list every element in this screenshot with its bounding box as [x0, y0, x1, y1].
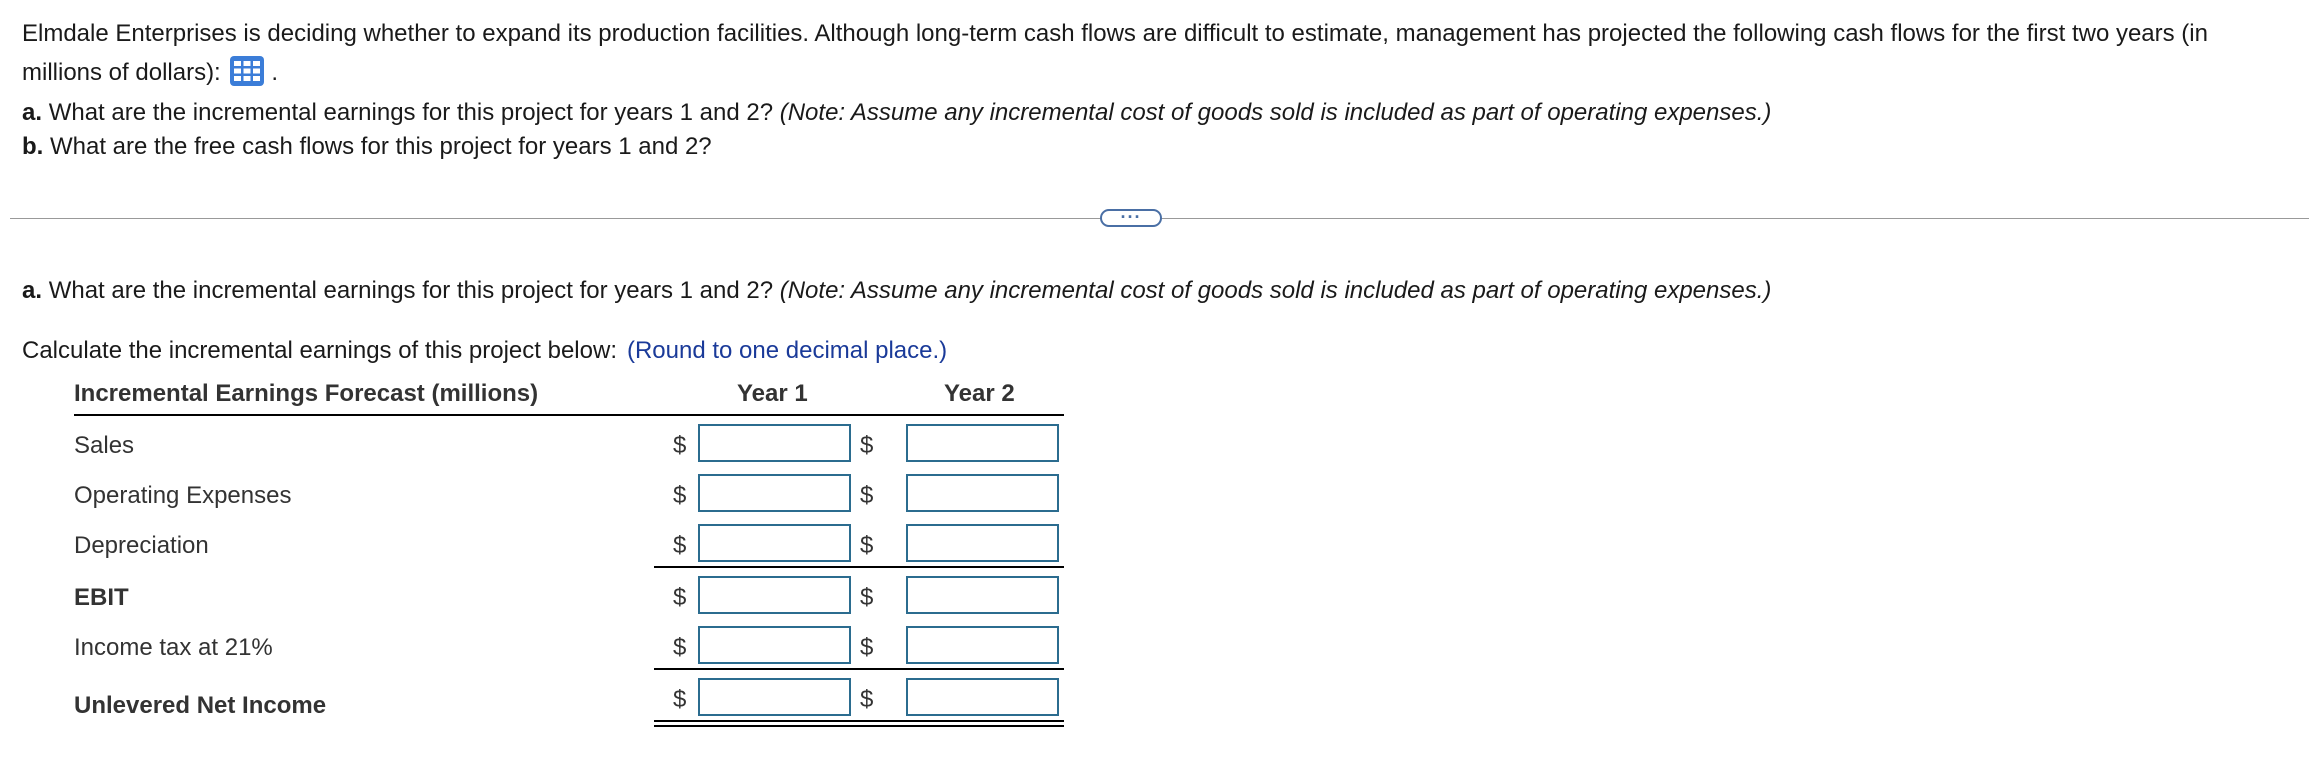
depreciation-year2-input[interactable] — [906, 524, 1059, 562]
row-sales — [74, 420, 1064, 470]
row-label: Unlevered Net Income — [74, 692, 327, 719]
question-a-text: What are the incremental earnings for this project for years 1 and 2? — [48, 99, 774, 126]
table-header-label: Incremental Earnings Forecast (millions) — [74, 380, 539, 407]
column-header-year2: Year 2 — [944, 380, 1015, 407]
row-label: Depreciation — [74, 532, 209, 559]
question-b — [22, 130, 1771, 164]
currency-symbol: $ — [673, 532, 687, 559]
question-b-prefix: b. — [22, 133, 44, 160]
table-grid-icon[interactable] — [229, 55, 265, 87]
income-tax-year2-input[interactable] — [906, 626, 1059, 664]
total-double-rule — [654, 720, 1064, 727]
problem-suffix: . — [271, 59, 279, 86]
row-income-tax — [74, 622, 1064, 672]
sales-year1-input[interactable] — [698, 424, 851, 462]
currency-symbol: $ — [860, 686, 874, 713]
currency-symbol: $ — [860, 584, 874, 611]
ebit-year1-input[interactable] — [698, 576, 851, 614]
unlevered-net-income-year1-input[interactable] — [698, 678, 851, 716]
part-a-line — [22, 274, 1771, 308]
row-label: Operating Expenses — [74, 482, 292, 509]
currency-symbol: $ — [860, 432, 874, 459]
question-a — [22, 96, 1771, 130]
question-list — [22, 96, 1771, 164]
instruction-text: Calculate the incremental earnings of this project below: — [22, 337, 617, 364]
instruction-line — [22, 334, 947, 368]
row-depreciation — [74, 520, 1064, 570]
problem-text: Elmdale Enterprises is deciding whether to expand its production facilities. Although long-term cash flows are difficult to estimate, management has projected the following cash flows for the first two years (in millions of dollars): — [22, 20, 2208, 86]
question-a-note: (Note: Assume any incremental cost of goods sold is included as part of operating expenses.) — [779, 99, 1772, 126]
expand-ellipsis-button[interactable]: ··· — [1100, 209, 1162, 227]
part-a-heading — [22, 274, 1771, 308]
question-b-text: What are the free cash flows for this project for years 1 and 2? — [50, 133, 712, 160]
subtotal-rule — [654, 668, 1064, 670]
currency-symbol: $ — [673, 634, 687, 661]
ebit-year2-input[interactable] — [906, 576, 1059, 614]
problem-statement — [22, 14, 2292, 92]
currency-symbol: $ — [860, 532, 874, 559]
row-label: EBIT — [74, 584, 129, 611]
column-header-year1: Year 1 — [737, 380, 808, 407]
part-a-text: What are the incremental earnings for this project for years 1 and 2? — [48, 277, 774, 304]
currency-symbol: $ — [673, 584, 687, 611]
operating-expenses-year2-input[interactable] — [906, 474, 1059, 512]
subtotal-rule — [654, 566, 1064, 568]
unlevered-net-income-year2-input[interactable] — [906, 678, 1059, 716]
currency-symbol: $ — [860, 482, 874, 509]
income-tax-year1-input[interactable] — [698, 626, 851, 664]
table-header — [74, 376, 1064, 416]
operating-expenses-year1-input[interactable] — [698, 474, 851, 512]
row-operating-expenses — [74, 470, 1064, 520]
part-a-prefix: a. — [22, 277, 43, 304]
row-label: Sales — [74, 432, 135, 459]
currency-symbol: $ — [673, 686, 687, 713]
row-unlevered-net-income — [74, 674, 1064, 724]
depreciation-year1-input[interactable] — [698, 524, 851, 562]
currency-symbol: $ — [673, 482, 687, 509]
part-a-note: (Note: Assume any incremental cost of goods sold is included as part of operating expenses.) — [779, 277, 1772, 304]
row-ebit — [74, 572, 1064, 622]
rounding-hint: (Round to one decimal place.) — [626, 337, 948, 364]
row-label: Income tax at 21% — [74, 634, 273, 661]
sales-year2-input[interactable] — [906, 424, 1059, 462]
currency-symbol: $ — [860, 634, 874, 661]
question-a-prefix: a. — [22, 99, 43, 126]
currency-symbol: $ — [673, 432, 687, 459]
